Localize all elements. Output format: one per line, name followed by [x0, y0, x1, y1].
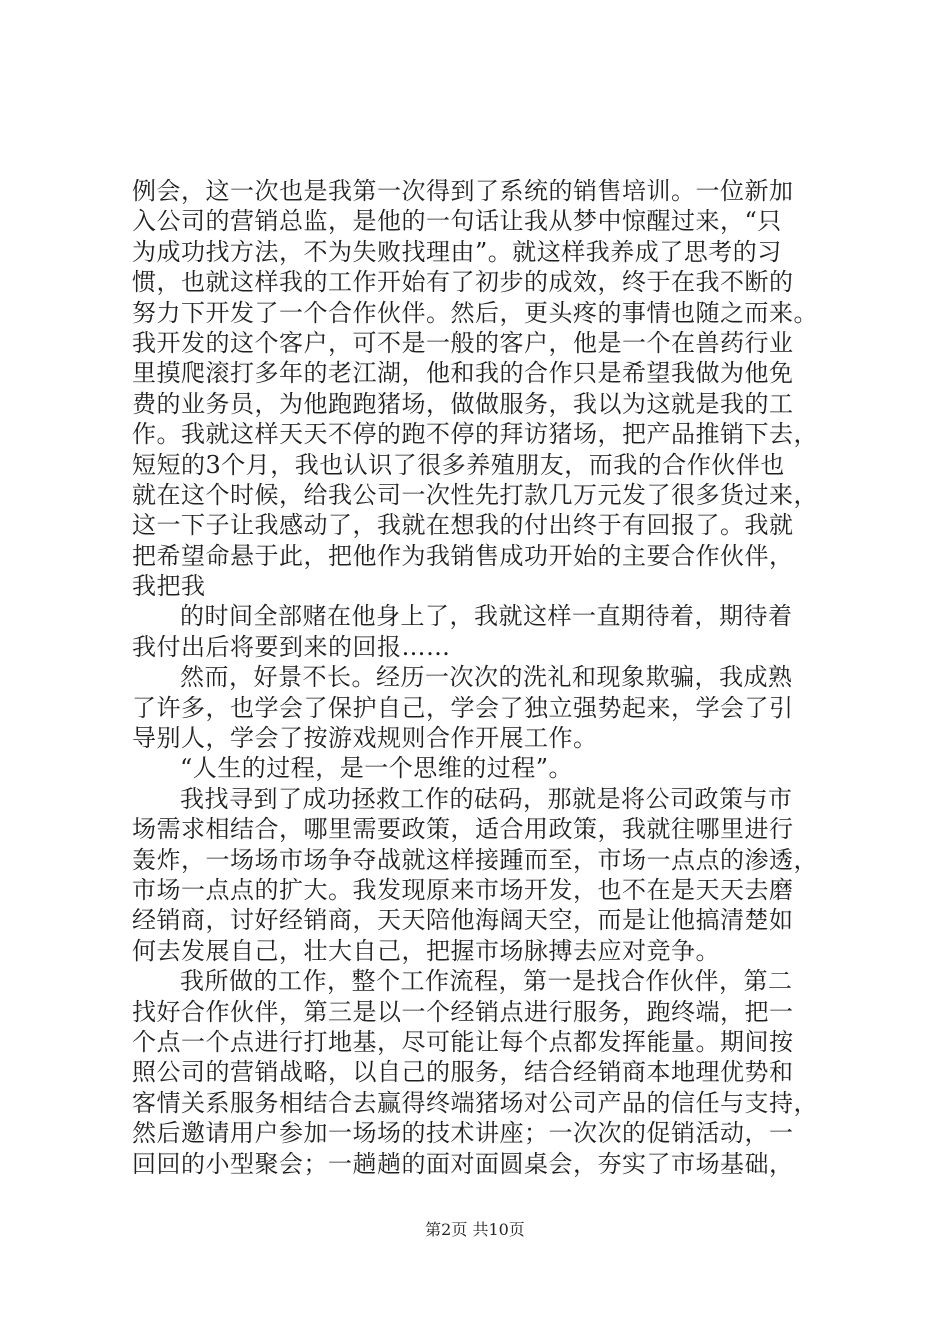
text-line: 这一下子让我感动了，我就在想我的付出终于有回报了。我就 [132, 511, 794, 540]
text-line: 经销商，讨好经销商，天天陪他海阔天空，而是让他搞清楚如 [132, 906, 794, 935]
text-line: 我付出后将要到来的回报…… [132, 632, 451, 661]
text-line: 例会，这一次也是我第一次得到了系统的销售培训。一位新加 [132, 177, 794, 205]
text-line: 个点一个点进行打地基，尽可能让每个点都发挥能量。期间按 [132, 1027, 794, 1056]
text-line: 我所做的工作，整个工作流程，第一是找合作伙伴，第二 [180, 967, 793, 996]
text-line: 把希望命悬于此，把他作为我销售成功开始的主要合作伙伴， [132, 541, 794, 570]
text-line: 短短的3个月，我也认识了很多养殖朋友，而我的合作伙伴也 [132, 450, 785, 479]
text-line: 然而，好景不长。经历一次次的洗礼和现象欺骗，我成熟 [180, 663, 793, 692]
text-line: 入公司的营销总监，是他的一句话让我从梦中惊醒过来，“只 [132, 207, 782, 236]
text-line: 客情关系服务相结合去赢得终端猪场对公司产品的信任与支持， [132, 1088, 818, 1117]
text-line: 然后邀请用户参加一场场的技术讲座；一次次的促销活动，一 [132, 1119, 794, 1148]
text-line: 场需求相结合，哪里需要政策，适合用政策，我就往哪里进行 [132, 815, 794, 844]
text-line: 找好合作伙伴，第三是以一个经销点进行服务，跑终端，把一 [132, 997, 794, 1026]
text-line: 的时间全部赌在他身上了，我就这样一直期待着，期待着 [180, 602, 793, 631]
text-line: 里摸爬滚打多年的老江湖，他和我的合作只是希望我做为他免 [132, 359, 794, 388]
text-line: 我开发的这个客户，可不是一般的客户，他是一个在兽药行业 [132, 328, 794, 357]
text-line: 为成功找方法，不为失败找理由”。就这样我养成了思考的习 [132, 237, 782, 266]
text-line: 了许多，也学会了保护自己，学会了独立强势起来，学会了引 [132, 693, 794, 722]
page-footer: 第2页 共10页 [425, 1220, 525, 1239]
text-line: 惯，也就这样我的工作开始有了初步的成效，终于在我不断的 [132, 268, 794, 297]
text-line: 市场一点点的扩大。我发现原来市场开发，也不在是天天去磨 [132, 875, 794, 904]
text-line: 就在这个时候，给我公司一次性先打款几万元发了很多货过来， [132, 480, 818, 509]
body-text [132, 176, 852, 1179]
text-line: 何去发展自己，壮大自己，把握市场脉搏去应对竞争。 [132, 936, 720, 965]
text-line: 导别人，学会了按游戏规则合作开展工作。 [132, 724, 598, 753]
text-line: 费的业务员，为他跑跑猪场，做做服务，我以为这就是我的工 [132, 389, 794, 418]
text-line: 回回的小型聚会；一趟趟的面对面圆桌会，夯实了市场基础， [132, 1149, 794, 1178]
text-line: 照公司的营销战略，以自己的服务，结合经销商本地理优势和 [132, 1058, 794, 1087]
text-line: 轰炸，一场场市场争夺战就这样接踵而至，市场一点点的渗透， [132, 845, 818, 874]
text-line: 我找寻到了成功拯救工作的砝码，那就是将公司政策与市 [180, 784, 793, 813]
text-line: 作。我就这样天天不停的跑不停的拜访猪场，把产品推销下去， [132, 420, 818, 449]
text-line: 我把我 [132, 572, 206, 601]
text-line: “人生的过程，是一个思维的过程”。 [180, 754, 574, 783]
text-line: 努力下开发了一个合作伙伴。然后，更头疼的事情也随之而来。 [132, 298, 818, 327]
